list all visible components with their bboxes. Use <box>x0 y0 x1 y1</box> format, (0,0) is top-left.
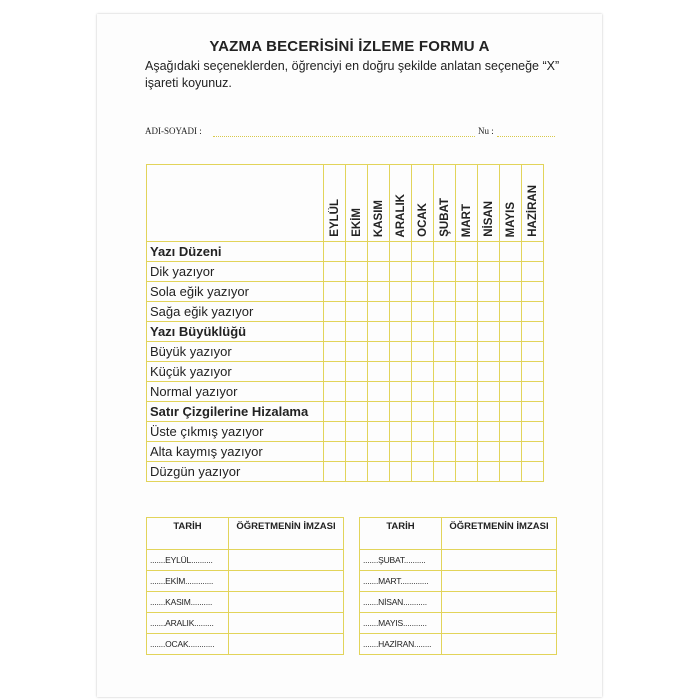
date-cell: .......MAYIS........... <box>360 613 442 634</box>
criterion-row <box>147 362 544 382</box>
mark-cell[interactable] <box>324 362 346 382</box>
mark-cell[interactable] <box>346 282 368 302</box>
mark-cell[interactable] <box>390 342 412 362</box>
mark-cell[interactable] <box>324 342 346 362</box>
mark-cell[interactable] <box>478 362 500 382</box>
section-title: Yazı Büyüklüğü <box>147 322 324 342</box>
mark-cell[interactable] <box>456 382 478 402</box>
criterion-row <box>147 462 544 482</box>
mark-cell[interactable] <box>522 362 544 382</box>
month-label: NİSAN <box>482 201 495 237</box>
mark-cell <box>346 242 368 262</box>
month-label: HAZİRAN <box>526 185 539 237</box>
criterion-label: Küçük yazıyor <box>147 362 324 382</box>
mark-cell[interactable] <box>434 362 456 382</box>
month-label: ARALIK <box>394 193 407 237</box>
mark-cell <box>390 402 412 422</box>
mark-cell[interactable] <box>522 422 544 442</box>
mark-cell[interactable] <box>412 342 434 362</box>
signature-cell[interactable] <box>229 571 344 592</box>
mark-cell[interactable] <box>324 442 346 462</box>
section-row <box>147 402 544 422</box>
signature-cell[interactable] <box>442 613 557 634</box>
criterion-row <box>147 382 544 402</box>
signature-cell[interactable] <box>442 634 557 655</box>
month-label: KASIM <box>372 199 385 237</box>
mark-cell <box>368 322 390 342</box>
month-header <box>412 165 434 242</box>
mark-cell <box>324 322 346 342</box>
mark-cell[interactable] <box>478 382 500 402</box>
mark-cell[interactable] <box>324 382 346 402</box>
date-cell: .......EYLÜL.......... <box>147 550 229 571</box>
date-cell: .......EKİM............. <box>147 571 229 592</box>
mark-cell[interactable] <box>390 362 412 382</box>
mark-cell <box>522 402 544 422</box>
mark-cell[interactable] <box>390 462 412 482</box>
mark-cell <box>456 322 478 342</box>
mark-cell[interactable] <box>522 382 544 402</box>
criterion-row <box>147 342 544 362</box>
signature-cell[interactable] <box>229 634 344 655</box>
mark-cell[interactable] <box>412 302 434 322</box>
mark-cell[interactable] <box>434 282 456 302</box>
mark-cell[interactable] <box>500 462 522 482</box>
mark-cell[interactable] <box>324 462 346 482</box>
signature-row <box>147 613 344 634</box>
section-title: Yazı Düzeni <box>147 242 324 262</box>
mark-cell <box>434 402 456 422</box>
mark-cell <box>478 242 500 262</box>
mark-cell[interactable] <box>522 262 544 282</box>
month-label: OCAK <box>416 203 429 237</box>
mark-cell[interactable] <box>346 442 368 462</box>
mark-cell[interactable] <box>456 282 478 302</box>
signature-header: ÖĞRETMENİN İMZASI <box>229 518 344 550</box>
signature-row <box>360 571 557 592</box>
mark-cell[interactable] <box>390 302 412 322</box>
mark-cell[interactable] <box>346 362 368 382</box>
mark-cell[interactable] <box>522 342 544 362</box>
criterion-label: Sola eğik yazıyor <box>147 282 324 302</box>
signature-cell[interactable] <box>442 550 557 571</box>
number-field[interactable] <box>497 136 555 137</box>
mark-cell[interactable] <box>500 282 522 302</box>
mark-cell[interactable] <box>390 442 412 462</box>
mark-cell[interactable] <box>346 382 368 402</box>
mark-cell <box>390 322 412 342</box>
month-header <box>368 165 390 242</box>
criterion-label: Normal yazıyor <box>147 382 324 402</box>
date-cell: .......ARALIK......... <box>147 613 229 634</box>
mark-cell[interactable] <box>500 442 522 462</box>
signature-cell[interactable] <box>229 550 344 571</box>
mark-cell[interactable] <box>346 302 368 322</box>
mark-cell[interactable] <box>522 302 544 322</box>
date-cell: .......HAZİRAN........ <box>360 634 442 655</box>
criterion-row <box>147 422 544 442</box>
mark-cell <box>368 242 390 262</box>
criterion-label: Dik yazıyor <box>147 262 324 282</box>
mark-cell[interactable] <box>412 362 434 382</box>
mark-cell[interactable] <box>434 342 456 362</box>
mark-cell[interactable] <box>368 442 390 462</box>
date-cell: .......KASIM.......... <box>147 592 229 613</box>
mark-cell <box>434 242 456 262</box>
month-label: ŞUBAT <box>438 198 451 237</box>
mark-cell[interactable] <box>500 422 522 442</box>
mark-cell <box>500 402 522 422</box>
mark-cell[interactable] <box>478 302 500 322</box>
mark-cell[interactable] <box>390 382 412 402</box>
mark-cell[interactable] <box>412 262 434 282</box>
criterion-label: Sağa eğik yazıyor <box>147 302 324 322</box>
signature-row <box>360 592 557 613</box>
mark-cell[interactable] <box>346 262 368 282</box>
mark-cell[interactable] <box>412 382 434 402</box>
mark-cell <box>500 242 522 262</box>
mark-cell <box>478 322 500 342</box>
criterion-label: Büyük yazıyor <box>147 342 324 362</box>
mark-cell[interactable] <box>324 282 346 302</box>
signature-row <box>147 592 344 613</box>
signature-cell[interactable] <box>442 571 557 592</box>
mark-cell <box>478 402 500 422</box>
signature-row <box>147 550 344 571</box>
mark-cell <box>324 242 346 262</box>
criterion-label: Alta kaymış yazıyor <box>147 442 324 462</box>
mark-cell <box>456 402 478 422</box>
mark-cell[interactable] <box>522 282 544 302</box>
mark-cell[interactable] <box>456 462 478 482</box>
mark-cell[interactable] <box>390 282 412 302</box>
mark-cell[interactable] <box>500 342 522 362</box>
signature-table-fall <box>146 517 344 655</box>
section-row <box>147 322 544 342</box>
month-header <box>500 165 522 242</box>
mark-cell[interactable] <box>412 422 434 442</box>
criterion-row <box>147 442 544 462</box>
mark-cell[interactable] <box>390 422 412 442</box>
monitoring-grid <box>146 164 544 482</box>
mark-cell[interactable] <box>478 442 500 462</box>
number-label: Nu : <box>478 126 494 136</box>
mark-cell[interactable] <box>368 262 390 282</box>
section-row <box>147 242 544 262</box>
month-header <box>390 165 412 242</box>
mark-cell[interactable] <box>434 262 456 282</box>
grid-corner <box>147 165 324 242</box>
mark-cell[interactable] <box>324 422 346 442</box>
mark-cell[interactable] <box>346 462 368 482</box>
mark-cell <box>412 322 434 342</box>
date-cell: .......NİSAN........... <box>360 592 442 613</box>
criterion-label: Düzgün yazıyor <box>147 462 324 482</box>
mark-cell[interactable] <box>456 302 478 322</box>
mark-cell <box>346 322 368 342</box>
mark-cell[interactable] <box>368 342 390 362</box>
criterion-row <box>147 302 544 322</box>
mark-cell <box>324 402 346 422</box>
signature-cell[interactable] <box>442 592 557 613</box>
page-title: YAZMA BECERİSİNİ İZLEME FORMU A <box>209 38 490 55</box>
mark-cell[interactable] <box>434 462 456 482</box>
month-label: EKİM <box>350 208 363 237</box>
mark-cell <box>346 402 368 422</box>
date-header: TARİH <box>360 518 442 550</box>
month-header <box>434 165 456 242</box>
date-cell: .......ŞUBAT.......... <box>360 550 442 571</box>
mark-cell[interactable] <box>434 302 456 322</box>
mark-cell[interactable] <box>456 442 478 462</box>
mark-cell <box>522 242 544 262</box>
mark-cell <box>522 322 544 342</box>
signature-row <box>360 550 557 571</box>
mark-cell[interactable] <box>522 462 544 482</box>
signature-cell[interactable] <box>229 613 344 634</box>
month-header <box>522 165 544 242</box>
name-label: ADI-SOYADI : <box>145 126 202 136</box>
criterion-label: Üste çıkmış yazıyor <box>147 422 324 442</box>
mark-cell <box>368 402 390 422</box>
date-header: TARİH <box>147 518 229 550</box>
mark-cell[interactable] <box>412 442 434 462</box>
month-label: MART <box>460 203 473 237</box>
mark-cell[interactable] <box>522 442 544 462</box>
mark-cell[interactable] <box>434 422 456 442</box>
mark-cell[interactable] <box>478 342 500 362</box>
signature-row <box>360 634 557 655</box>
mark-cell[interactable] <box>478 282 500 302</box>
signature-row <box>360 613 557 634</box>
signature-header: ÖĞRETMENİN İMZASI <box>442 518 557 550</box>
criterion-row <box>147 262 544 282</box>
month-header <box>478 165 500 242</box>
month-header <box>456 165 478 242</box>
mark-cell[interactable] <box>456 342 478 362</box>
mark-cell <box>390 242 412 262</box>
month-header <box>324 165 346 242</box>
section-title: Satır Çizgilerine Hizalama <box>147 402 324 422</box>
mark-cell[interactable] <box>456 262 478 282</box>
mark-cell[interactable] <box>500 382 522 402</box>
mark-cell[interactable] <box>412 282 434 302</box>
mark-cell[interactable] <box>478 422 500 442</box>
mark-cell[interactable] <box>390 262 412 282</box>
mark-cell[interactable] <box>368 282 390 302</box>
signature-row <box>147 634 344 655</box>
mark-cell[interactable] <box>500 362 522 382</box>
month-header <box>346 165 368 242</box>
mark-cell[interactable] <box>434 442 456 462</box>
mark-cell[interactable] <box>346 342 368 362</box>
mark-cell <box>412 242 434 262</box>
mark-cell <box>434 322 456 342</box>
mark-cell[interactable] <box>434 382 456 402</box>
mark-cell[interactable] <box>368 422 390 442</box>
instructions: Aşağıdaki seçeneklerden, öğrenciyi en doğru şekilde anlatan seçeneğe “X” işareti koyunuz. <box>145 59 560 90</box>
month-label: EYLÜL <box>328 199 341 237</box>
date-cell: .......OCAK............ <box>147 634 229 655</box>
signature-table-spring <box>359 517 557 655</box>
mark-cell <box>456 242 478 262</box>
mark-cell[interactable] <box>368 302 390 322</box>
mark-cell[interactable] <box>346 422 368 442</box>
mark-cell[interactable] <box>324 262 346 282</box>
mark-cell[interactable] <box>456 422 478 442</box>
name-field[interactable] <box>213 136 475 137</box>
mark-cell[interactable] <box>456 362 478 382</box>
mark-cell[interactable] <box>500 302 522 322</box>
mark-cell[interactable] <box>368 362 390 382</box>
criterion-row <box>147 282 544 302</box>
mark-cell[interactable] <box>478 262 500 282</box>
date-cell: .......MART............. <box>360 571 442 592</box>
signature-cell[interactable] <box>229 592 344 613</box>
mark-cell[interactable] <box>412 462 434 482</box>
month-label: MAYIS <box>504 201 517 237</box>
mark-cell <box>412 402 434 422</box>
signature-row <box>147 571 344 592</box>
mark-cell[interactable] <box>478 462 500 482</box>
mark-cell[interactable] <box>368 462 390 482</box>
mark-cell <box>500 322 522 342</box>
mark-cell[interactable] <box>368 382 390 402</box>
mark-cell[interactable] <box>500 262 522 282</box>
mark-cell[interactable] <box>324 302 346 322</box>
